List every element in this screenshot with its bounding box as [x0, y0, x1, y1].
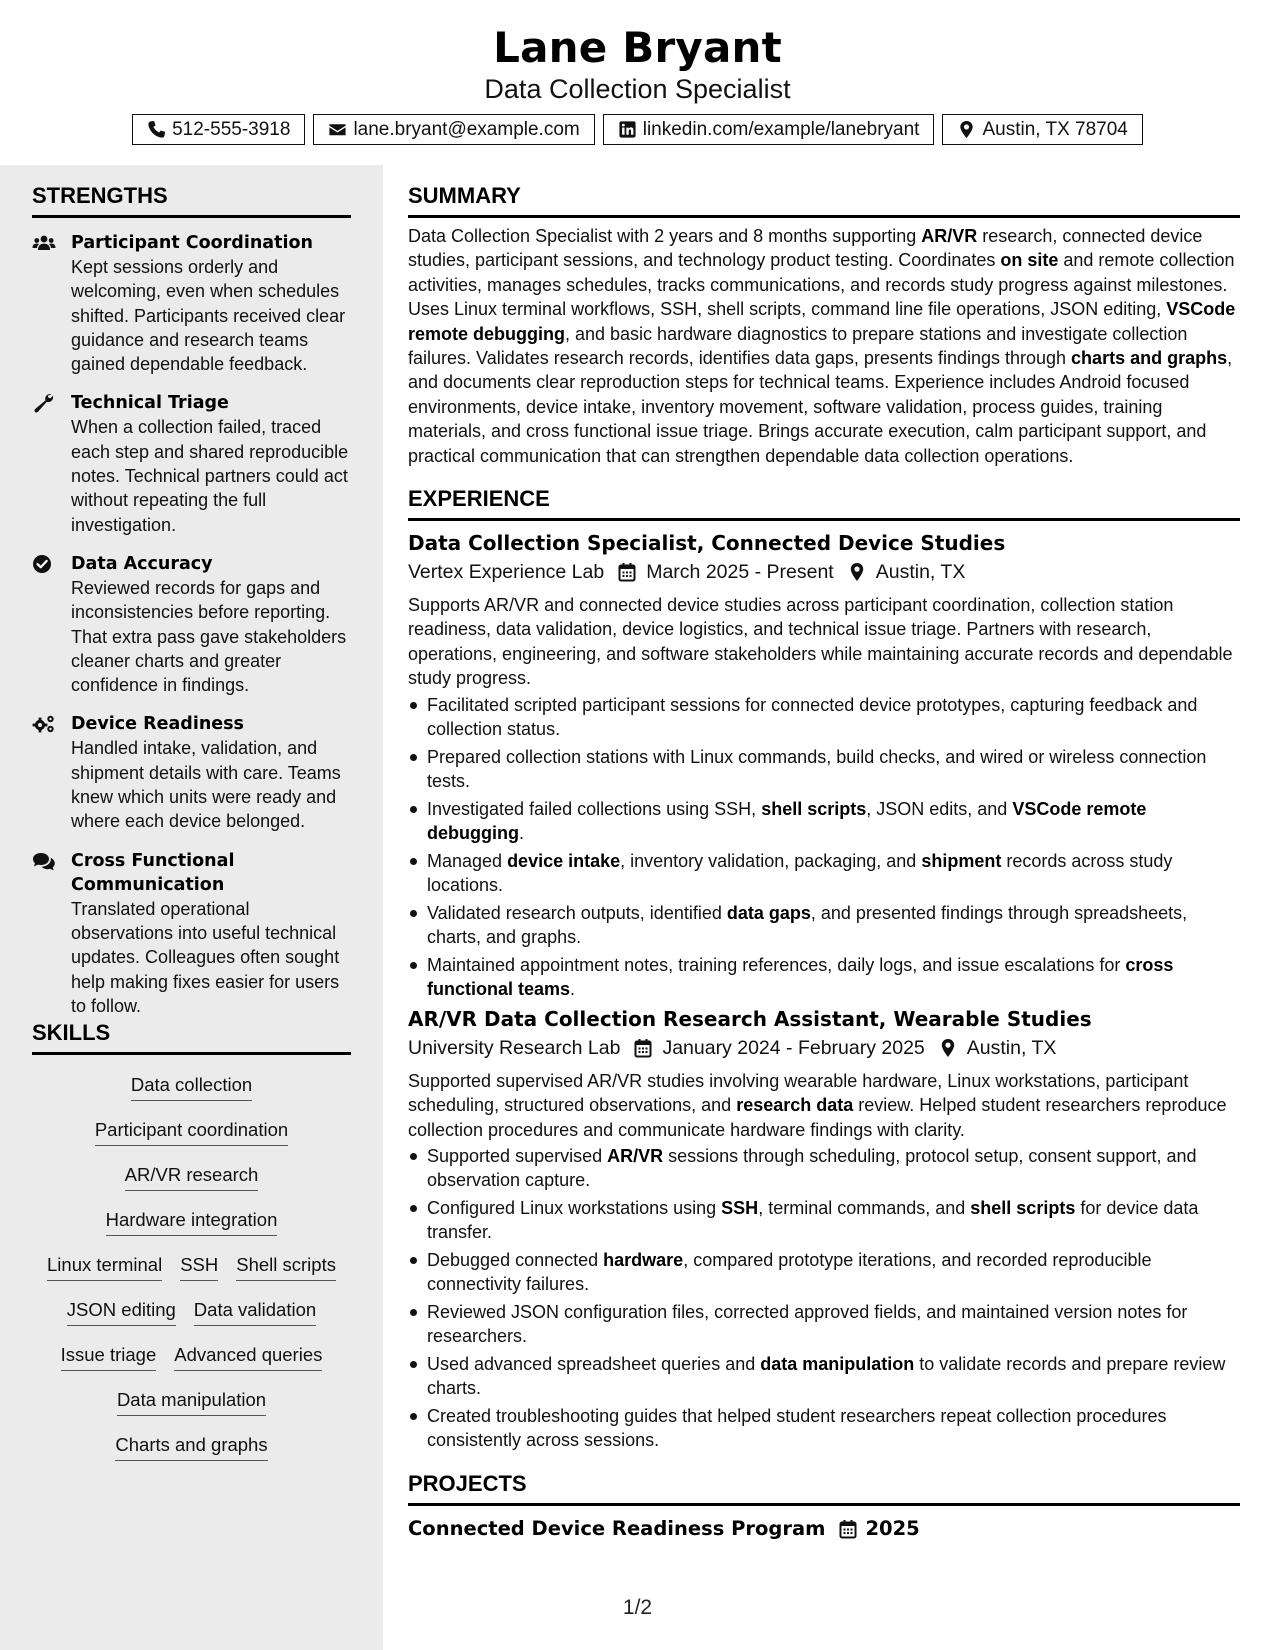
job-bullets	[408, 1144, 1240, 1453]
calendar-icon	[839, 1519, 857, 1539]
contact-email-text: lane.bryant@example.com	[353, 118, 580, 140]
job-entry	[408, 529, 1240, 1001]
job-bullet: Maintained appointment notes, training references, daily logs, and issue escalations for cross functional teams.	[408, 953, 1240, 1002]
strengths-heading: STRENGTHS	[32, 183, 351, 218]
strengths-section	[32, 183, 351, 1033]
main-content	[408, 183, 1240, 1544]
project-title: Connected Device Readiness Program	[408, 1516, 826, 1540]
strength-item	[32, 391, 351, 536]
job-bullet: Investigated failed collections using SSH, shell scripts, JSON edits, and VSCode remote debugging.	[408, 797, 1240, 846]
strength-item	[32, 231, 351, 376]
summary-heading: SUMMARY	[408, 183, 1240, 218]
job-bullet: Created troubleshooting guides that helped student researchers repeat collection procedures consistently across sessions.	[408, 1404, 1240, 1453]
contact-linkedin-text: linkedin.com/example/lanebryant	[642, 118, 920, 140]
job-entry	[408, 1005, 1240, 1453]
strength-description: Translated operational observations into useful technical updates. Colleagues often sought help making fixes easier for users to follow.	[71, 898, 340, 1016]
contact-phone[interactable]	[132, 114, 305, 145]
phone-icon	[147, 120, 166, 139]
candidate-title: Data Collection Specialist	[484, 74, 791, 104]
strength-description: Handled intake, validation, and shipment details with care. Teams knew which units were ready and where each device belonged.	[71, 738, 341, 832]
skill-tag: Charts and graphs	[115, 1432, 267, 1461]
strength-item	[32, 849, 351, 1018]
skills-heading: SKILLS	[32, 1020, 351, 1055]
strength-title: Device Readiness	[71, 714, 244, 735]
job-location: Austin, TX	[875, 561, 966, 584]
strength-item	[32, 552, 351, 697]
strength-title: Cross Functional Communication	[71, 850, 235, 895]
skill-tag: Data collection	[131, 1072, 252, 1101]
comments-icon	[32, 851, 56, 871]
location-icon	[939, 1038, 957, 1058]
skill-tag: Shell scripts	[236, 1252, 336, 1281]
users-icon	[32, 233, 56, 253]
strength-title: Data Accuracy	[71, 553, 213, 574]
skills-list	[32, 1072, 351, 1477]
experience-heading: EXPERIENCE	[408, 486, 1240, 521]
job-bullet: Used advanced spreadsheet queries and data manipulation to validate records and prepare review charts.	[408, 1352, 1240, 1401]
location-icon	[848, 562, 866, 582]
job-company: University Research Lab	[408, 1036, 621, 1059]
contact-bar	[0, 114, 1275, 145]
job-bullet: Facilitated scripted participant sessions for connected device prototypes, capturing feedback and collection status.	[408, 693, 1240, 742]
job-bullet: Prepared collection stations with Linux commands, build checks, and wired or wireless connection tests.	[408, 745, 1240, 794]
skill-tag: Linux terminal	[47, 1252, 162, 1281]
job-bullet: Debugged connected hardware, compared prototype iterations, and recorded reproducible connectivity failures.	[408, 1248, 1240, 1297]
job-title: AR/VR Data Collection Research Assistant, Wearable Studies	[408, 1006, 1092, 1031]
location-icon	[957, 120, 976, 139]
job-description: Supported supervised AR/VR studies involving wearable hardware, Linux workstations, participant scheduling, structured observations, and research data review. Helped student researchers reproduce collection procedures and communicate hardware findings with clarity.	[408, 1070, 1227, 1140]
strength-description: Reviewed records for gaps and inconsistencies before reporting. That extra pass gave stakeholders cleaner charts and greater confidence in findings.	[71, 577, 347, 696]
job-meta	[408, 1033, 1240, 1063]
strength-item	[32, 712, 351, 833]
skill-tag: Data manipulation	[117, 1387, 266, 1416]
wrench-icon	[32, 393, 56, 413]
strength-title: Technical Triage	[71, 393, 229, 414]
skill-tag: Data validation	[194, 1297, 316, 1326]
job-company: Vertex Experience Lab	[408, 561, 605, 584]
contact-phone-text: 512-555-3918	[172, 118, 291, 140]
skill-tag: JSON editing	[67, 1297, 176, 1326]
skill-tag: Issue triage	[61, 1342, 157, 1371]
job-location: Austin, TX	[966, 1036, 1057, 1059]
skill-tag: AR/VR research	[125, 1162, 259, 1191]
job-bullets	[408, 693, 1240, 1002]
job-bullet: Reviewed JSON configuration files, corrected approved fields, and maintained version notes for researchers.	[408, 1300, 1240, 1349]
projects-heading: PROJECTS	[408, 1471, 1240, 1506]
calendar-icon	[634, 1038, 652, 1058]
skills-section	[32, 1020, 351, 1477]
resume-header	[0, 0, 1275, 165]
job-description: Supports AR/VR and connected device studies across participant coordination, collection station readiness, data validation, device logistics, and technical issue triage. Partners with research, operations, engineering, and software stakeholders while maintaining accurate records and dependable study progress.	[408, 595, 1233, 689]
strength-description: When a collection failed, traced each step and shared reproducible notes. Technical partners could act without repeating the full investigation.	[71, 417, 349, 535]
strength-description: Kept sessions orderly and welcoming, even when schedules shifted. Participants received clear guidance and research teams gained dependable feedback.	[71, 257, 346, 375]
contact-email[interactable]	[313, 114, 594, 145]
envelope-icon	[328, 120, 347, 139]
skill-tag: Hardware integration	[106, 1207, 278, 1236]
job-bullet: Validated research outputs, identified data gaps, and presented findings through spreadsheets, charts, and graphs.	[408, 901, 1240, 950]
check-circle-icon	[32, 554, 56, 574]
candidate-name: Lane Bryant	[493, 23, 782, 72]
job-bullet: Configured Linux workstations using SSH, terminal commands, and shell scripts for device data transfer.	[408, 1196, 1240, 1245]
contact-location[interactable]	[942, 114, 1142, 145]
contact-location-text: Austin, TX 78704	[982, 118, 1128, 140]
contact-linkedin[interactable]	[603, 114, 935, 145]
skill-tag: SSH	[180, 1252, 218, 1281]
summary-text: Data Collection Specialist with 2 years and 8 months supporting AR/VR research, connected device studies, participant sessions, and technology product testing. Coordinates on site and remote collection activities, manages schedules, tracks communications, and records study progress against milestones. Uses Linux terminal workflows, SSH, shell scripts, command line file operations, JSON editing, VSCode remote debugging, and basic hardware diagnostics to prepare stations and investigate collection failures. Validates research records, identifies data gaps, presents findings through charts and graphs, and documents clear reproduction steps for technical teams. Experience includes Android focused environments, device intake, inventory movement, software validation, process guides, training materials, and cross functional issue triage. Brings accurate execution, calm participant support, and practical communication that can strengthen dependable data collection operations.	[408, 226, 1236, 466]
calendar-icon	[618, 562, 636, 582]
page-number: 1/2	[622, 1596, 653, 1619]
job-bullet: Supported supervised AR/VR sessions through scheduling, protocol setup, consent support, and observation capture.	[408, 1144, 1240, 1193]
project-year: 2025	[865, 1516, 920, 1540]
job-meta	[408, 557, 1240, 587]
linkedin-icon	[618, 120, 637, 139]
job-dates: March 2025 - Present	[646, 561, 834, 584]
strength-title: Participant Coordination	[71, 233, 313, 253]
skill-tag: Advanced queries	[174, 1342, 322, 1371]
job-title: Data Collection Specialist, Connected Device Studies	[408, 531, 1006, 556]
job-bullet: Managed device intake, inventory validation, packaging, and shipment records across study locations.	[408, 849, 1240, 898]
sidebar	[0, 165, 383, 1650]
job-dates: January 2024 - February 2025	[662, 1036, 925, 1059]
skill-tag: Participant coordination	[95, 1117, 288, 1146]
gears-icon	[32, 714, 56, 734]
project-entry	[408, 1514, 1240, 1544]
